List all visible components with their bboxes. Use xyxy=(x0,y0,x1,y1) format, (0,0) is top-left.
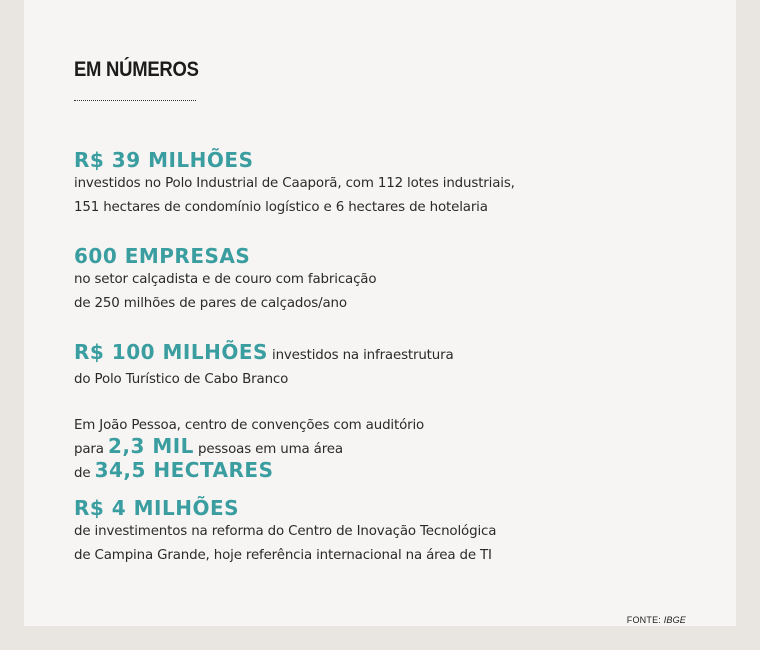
stat-description-line: de Campina Grande, hoje referência internacional na área de TI xyxy=(74,548,492,563)
stat-highlight-area: 34,5 HECTARES xyxy=(94,458,274,482)
content-panel xyxy=(24,0,736,626)
stat-description-line: no setor calçadista e de couro com fabricação xyxy=(74,272,377,287)
stat-description-line: 151 hectares de condomínio logístico e 6 hectares de hotelaria xyxy=(74,200,488,215)
source-value: IBGE xyxy=(663,615,686,625)
stat-highlight: R$ 100 MILHÕES xyxy=(74,340,268,364)
stat-block-convention-center xyxy=(74,415,424,484)
stat-block-infrastructure xyxy=(74,340,454,392)
stat-line-prefix: para xyxy=(74,442,104,457)
stat-block-innovation-center xyxy=(74,496,496,568)
stat-description xyxy=(74,172,515,220)
stat-highlight-capacity: 2,3 MIL xyxy=(107,434,194,458)
title-dotted-rule xyxy=(74,100,196,101)
stat-highlight: 600 EMPRESAS xyxy=(74,244,251,268)
source-label: FONTE: xyxy=(626,615,661,625)
stat-description xyxy=(74,340,454,392)
stat-description xyxy=(74,268,376,316)
stat-description-line: investidos no Polo Industrial de Caaporã, com 112 lotes industriais, xyxy=(74,176,515,191)
stat-intro-line: Em João Pessoa, centro de convenções com auditório xyxy=(74,418,425,433)
stat-description-line: de 250 milhões de pares de calçados/ano xyxy=(74,296,347,311)
stat-highlight: R$ 4 MILHÕES xyxy=(74,496,240,520)
stat-block-companies xyxy=(74,244,376,316)
source-credit xyxy=(627,615,686,625)
stat-highlight: R$ 39 MILHÕES xyxy=(74,148,254,172)
stat-block-investment-caapora xyxy=(74,148,515,220)
stat-line-suffix: pessoas em uma área xyxy=(198,442,343,457)
section-title: EM NÚMEROS xyxy=(74,58,199,81)
stat-description-line: de investimentos na reforma do Centro de Inovação Tecnológica xyxy=(74,524,497,539)
stat-inline-text: investidos na infraestrutura xyxy=(272,348,454,363)
stat-description-line: do Polo Turístico de Cabo Branco xyxy=(74,372,289,387)
stat-description xyxy=(74,520,496,568)
stat-line-prefix: de xyxy=(74,466,91,481)
